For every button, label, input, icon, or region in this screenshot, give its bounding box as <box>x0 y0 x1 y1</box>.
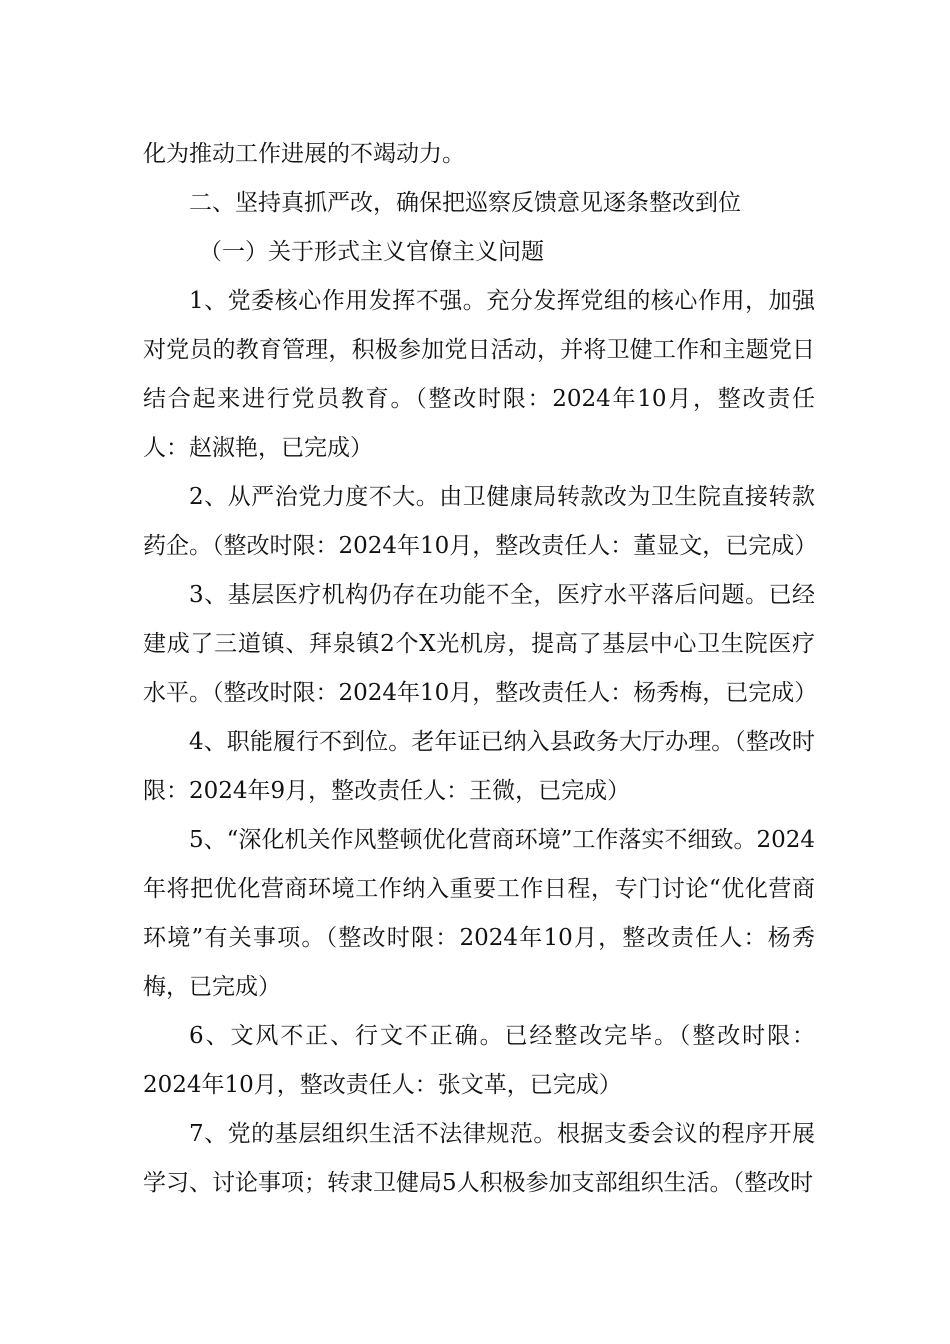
rectification-item-7: 7、党的基层组织生活不法律规范。根据支委会议的程序开展学习、讨论事项；转隶卫健局5人积极参加支部组织生活。（整改时 <box>143 1121 815 1196</box>
section-heading: 二、坚持真抓严改，确保把巡察反馈意见逐条整改到位 <box>189 190 741 216</box>
rectification-item-6: 6、文风不正、行文不正确。已经整改完毕。（整改时限：2024年10月，整改责任人：张文革，已完成） <box>143 1023 815 1098</box>
rectification-item-1: 1、党委核心作用发挥不强。充分发挥党组的核心作用，加强对党员的教育管理，积极参加党日活动，并将卫健工作和主题党日结合起来进行党员教育。（整改时限：2024年10月，整改责任人：赵淑艳，已完成） <box>143 288 815 461</box>
rectification-item-2: 2、从严治党力度不大。由卫健康局转款改为卫生院直接转款药企。（整改时限：2024年10月，整改责任人：董显文，已完成） <box>143 484 818 559</box>
subsection-heading: （一）关于形式主义官僚主义问题 <box>199 239 544 265</box>
rectification-item-3: 3、基层医疗机构仍存在功能不全，医疗水平落后问题。已经建成了三道镇、拜泉镇2个X光机房，提高了基层中心卫生院医疗水平。（整改时限：2024年10月，整改责任人：杨秀梅，已完成） <box>143 582 818 706</box>
rectification-item-4: 4、职能履行不到位。老年证已纳入县政务大厅办理。（整改时限：2024年9月，整改责任人：王微，已完成） <box>143 729 815 804</box>
paragraph-continuation: 化为推动工作进展的不竭动力。 <box>143 141 465 167</box>
document-body <box>143 130 818 1208</box>
rectification-item-5: 5、“深化机关作风整顿优化营商环境”工作落实不细致。2024年将把优化营商环境工作纳入重要工作日程，专门讨论“优化营商环境”有关事项。（整改时限：2024年10月，整改责任人：杨秀梅，已完成） <box>143 827 815 1000</box>
